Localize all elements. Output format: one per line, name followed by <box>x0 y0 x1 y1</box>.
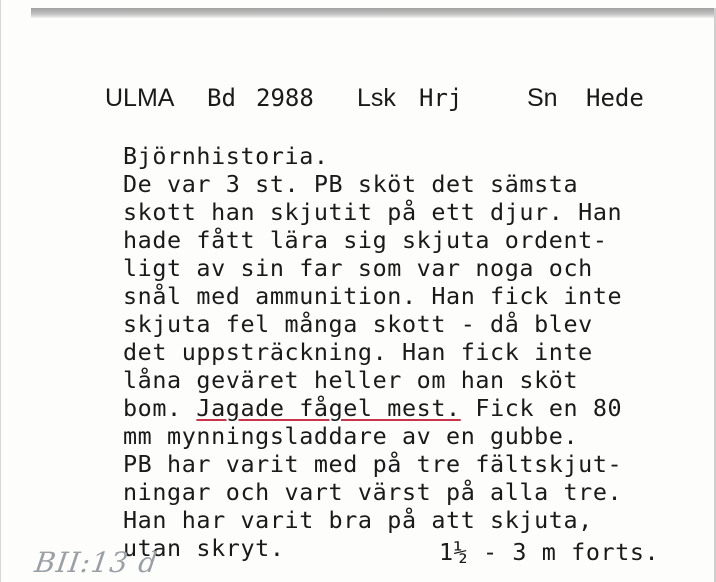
text-line: PB har varit med på tre fältskjut- <box>123 450 623 478</box>
text-line: skjuta fel många skott - då blev <box>123 310 593 338</box>
volume-number: 2988 <box>256 84 314 112</box>
card-header <box>1 82 716 118</box>
text-line: ligt av sin far som var noga och <box>123 254 593 282</box>
province-value: Hrj <box>419 84 463 112</box>
text-line: det uppsträckning. Han fick inte <box>123 338 593 366</box>
parish-value: Hede <box>586 84 644 112</box>
line-suffix: Fick en 80 <box>460 394 623 422</box>
text-line: ningar och vart värst på alla tre. <box>123 478 623 506</box>
volume-label: Bd <box>207 84 236 112</box>
story-text <box>123 142 703 562</box>
handwritten-note: BII:13 d <box>32 546 160 579</box>
text-line: mm mynningsladdare av en gubbe. <box>123 422 579 450</box>
continuation-note: 1½ - 3 m forts. <box>439 538 660 566</box>
text-line: snål med ammunition. Han fick inte <box>123 282 623 310</box>
text-line: utan skryt. <box>123 534 285 562</box>
text-line: hade fått lära sig skjuta ordent- <box>123 226 608 254</box>
text-line: skott han skjutit på ett djur. Han <box>123 198 623 226</box>
text-line: Han har varit bra på att skjuta, <box>123 506 593 534</box>
underlined-phrase: Jagade fågel mest. <box>196 394 461 422</box>
text-line: låna geväret heller om han sköt <box>123 366 579 394</box>
province-label: Lsk <box>357 84 396 112</box>
text-line: De var 3 st. PB sköt det sämsta <box>123 170 579 198</box>
parish-label: Sn <box>527 84 558 112</box>
archive-name: ULMA <box>105 84 175 112</box>
card-top-edge <box>31 8 716 18</box>
text-line: Björnhistoria. <box>123 142 329 170</box>
text-line-underlined <box>123 394 703 422</box>
line-prefix: bom. <box>123 394 197 422</box>
